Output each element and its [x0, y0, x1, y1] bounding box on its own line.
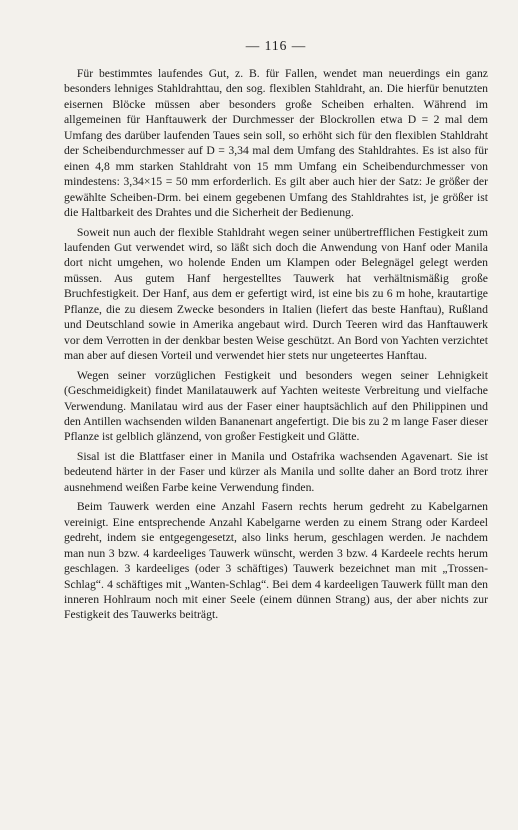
paragraph-sisal: Sisal ist die Blattfaser einer in Manila und Ostafrika wachsenden Agavenart. Sie ist bedeutend härter in der Faser und kürzer als Manila und sollte daher an Bord trotz ihrer ausnehmend weißen Farbe keine Verwendung finden. [64, 449, 488, 494]
paragraph-manila-rope: Wegen seiner vorzüglichen Festigkeit und besonders wegen seiner Lehnigkeit (Geschmeidigkeit) findet Manilatauwerk auf Yachten weiteste Verbreitung und vielfache Verwendung. Manilatau wird aus der Faser einer hauptsächlich auf den Philippinen und den Antillen wachsenden wilden Bananenart angefertigt. Die bis zu 2 m lange Faser dieser Pflanze ist gelblich glänzend, von großer Festigkeit und Glätte. [64, 368, 488, 444]
paragraph-hemp-manila: Soweit nun auch der flexible Stahldraht wegen seiner unübertrefflichen Festigkeit zum laufenden Gut verwendet wird, so läßt sich doch die Anwendung von Hanf oder Manila dort nicht umgehen, wo holende Enden um Klampen oder Belegnägel gelegt werden müssen. Aus gutem Hanf hergestelltes Tauwerk hat verhältnismäßig große Bruchfestigkeit. Der Hanf, aus dem er gefertigt wird, ist eine bis zu 6 m hohe, krautartige Pflanze, die zu diesem Zwecke besonders in Italien (liefert das beste Hanftau), Rußland und Deutschland sowie in Amerika angebaut wird. Durch Teeren wird das Hanftauwerk vor dem Verrotten in der denkbar besten Weise geschützt. An Bord von Yachten verzichtet man aber auf diesen Vorteil und verwendet hier stets nur ungeteertes Hanftau. [64, 225, 488, 363]
paragraph-flexible-steel-wire: Für bestimmtes laufendes Gut, z. B. für Fallen, wendet man neuerdings ein ganz besonders lehniges Stahldrahttau, den sog. flexiblen Stahldraht, an. Die hierfür benutzten eisernen Blöcke müssen aber besonders große Scheiben erhalten. Während im allgemeinen für Hanftauwerk der Durchmesser der Blockrollen etwa D = 2 mal dem Umfang des darüber laufenden Taues sein soll, so erhöht sich für den flexiblen Stahldraht der Scheibendurchmesser auf D = 3,34 mal dem Umfang des Stahldrahtes. Es ist also für einen 4,8 mm starken Stahldraht von 15 mm Umfang ein Scheibendurchmesser von mindestens: 3,34×15 = 50 mm erforderlich. Es gilt aber auch hier der Satz: Je größer der gewählte Scheiben-Drm. bei einem gegebenen Umfang des Stahldrahtes ist, je größer ist die Haltbarkeit des Drahtes und die Sicherheit der Bedienung. [64, 67, 488, 220]
paragraph-rope-making: Beim Tauwerk werden eine Anzahl Fasern rechts herum gedreht zu Kabelgarnen vereinigt. Eine entsprechende Anzahl Kabelgarne werden zu einem Strang oder Kardeel gedreht, indem sie entgegengesetzt, also links herum, geschlagen werden. Je nachdem man nun 3 bzw. 4 kardeeliges Tauwerk wünscht, werden 3 bzw. 4 Kardeele rechts herum geschlagen. 3 kardeeliges (oder 3 schäftiges) Tauwerk bezeichnet man mit „Trossen-Schlag“. 4 schäftiges mit „Wanten-Schlag“. Bei dem 4 kardeeligen Tauwerk füllt man den inneren Hohlraum noch mit einer Seele (einem dünnen Strang) aus, der aber nichts zur Festigkeit des Tauwerks beiträgt. [64, 500, 488, 622]
page-number: — 116 — [245, 38, 307, 53]
